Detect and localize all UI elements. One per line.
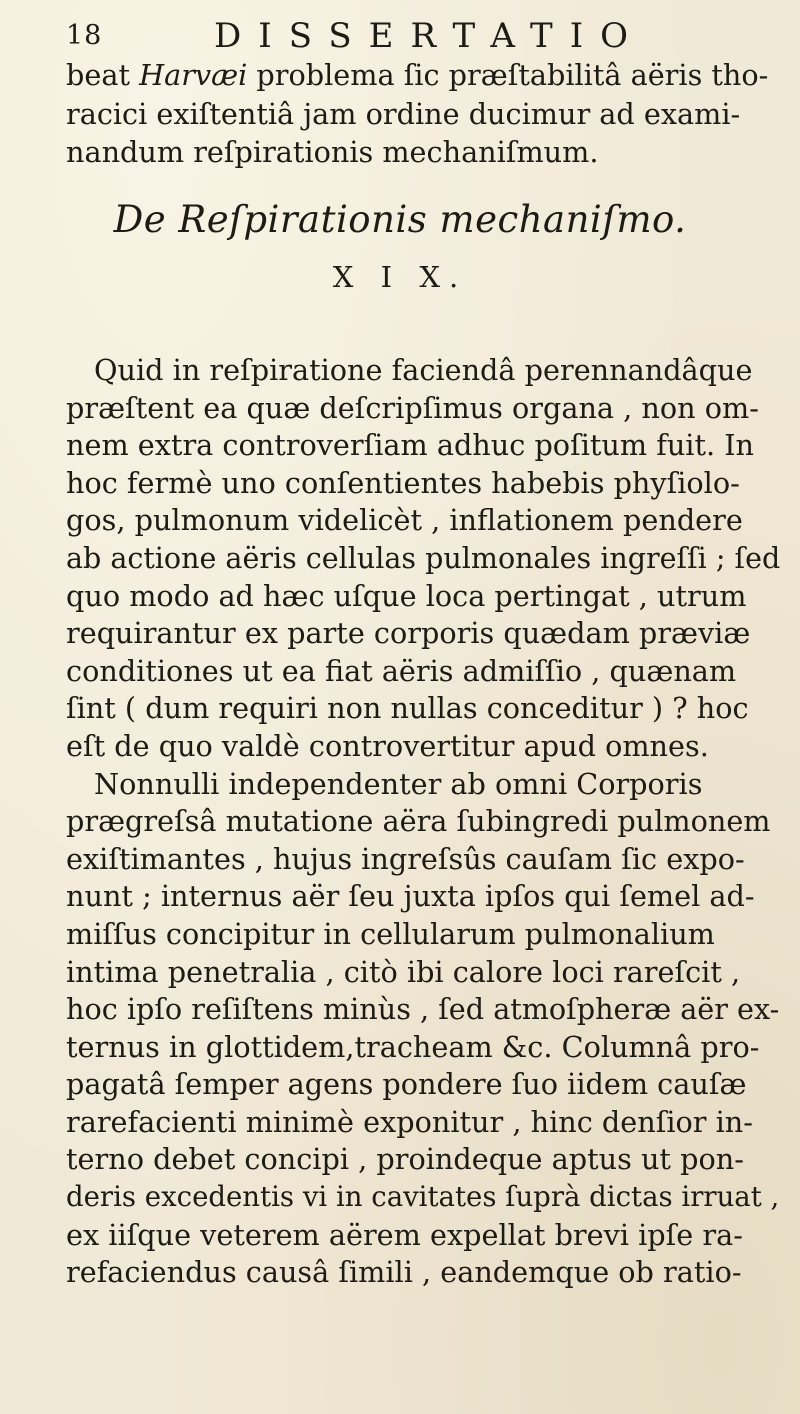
text-line: nunt ; internus aër ſeu juxta ipſos qui ſemel ad-	[66, 879, 755, 914]
text-line: miſſus concipitur in cellularum pulmonalium	[66, 916, 715, 951]
section-title: De Reſpirationis mechaniſmo.	[113, 198, 687, 241]
text-line: beat Harvæi problema ſic præſtabilitâ aëris tho-	[66, 58, 769, 92]
text-line: ex iiſque veterem aërem expellat brevi ipſe ra-	[66, 1217, 743, 1252]
running-title: DISSERTATIO	[214, 16, 645, 56]
text-line: intima penetralia , citò ibi calore loci rareſcit ,	[66, 954, 741, 989]
text-line: rarefacienti minimè exponitur , hinc denſior in-	[66, 1104, 753, 1139]
text-line: deris excedentis vi in cavitates ſuprà dictas irruat ,	[66, 1181, 780, 1214]
text-line: eſt de quo valdè controvertitur apud omnes.	[66, 728, 709, 763]
page-number: 18	[66, 20, 103, 51]
text-line: Nonnulli independenter ab omni Corporis	[94, 766, 703, 801]
text-line: hoc ipſo reſiſtens minùs , ſed atmoſpheræ aër ex-	[66, 992, 780, 1027]
text-line: racici exiſtentiâ jam ordine ducimur ad exami-	[66, 96, 741, 131]
text-line: conditiones ut ea fiat aëris admiſſio , quænam	[66, 653, 737, 688]
text-line: prægreſsâ mutatione aëra ſubingredi pulmonem	[66, 804, 771, 839]
text-line: ternus in glottidem,tracheam &c. Columnâ pro-	[66, 1029, 760, 1064]
text-line: nandum reſpirationis mechaniſmum.	[66, 135, 599, 170]
text-line: Quid in reſpiratione faciendâ perennandâque	[94, 353, 753, 387]
text-line: ab actione aëris cellulas pulmonales ingreſſi ; ſed	[66, 541, 781, 575]
text-line: ſint ( dum requiri non nullas conceditur ) ? hoc	[66, 691, 749, 726]
text-line: hoc fermè uno conſentientes habebis phyſiolo-	[66, 465, 740, 500]
page-header	[0, 18, 800, 58]
section-number: X I X.	[332, 260, 468, 294]
text-line: nem extra controverſiam adhuc poſitum fuit. In	[66, 428, 755, 463]
text-line: pagatâ ſemper agens pondere ſuo iidem cauſæ	[66, 1067, 747, 1102]
intro-text	[66, 56, 800, 172]
text-line: exiſtimantes , hujus ingreſsûs cauſam ſic expo-	[66, 841, 745, 876]
text-line: requirantur ex parte corporis quædam præviæ	[66, 616, 751, 651]
text-line: præſtent ea quæ deſcripſimus organa , non om-	[66, 390, 759, 425]
text-line: refaciendus causâ ſimili , eandemque ob ratio-	[66, 1255, 742, 1290]
text-line: gos, pulmonum videlicèt , inflationem pendere	[66, 503, 743, 538]
text-line: terno debet concipi , proindeque aptus ut pon-	[66, 1142, 744, 1177]
text-line: quo modo ad hæc uſque loca pertingat , utrum	[66, 578, 747, 613]
author-name: Harvæi	[139, 58, 248, 92]
main-paragraph	[66, 352, 800, 1292]
